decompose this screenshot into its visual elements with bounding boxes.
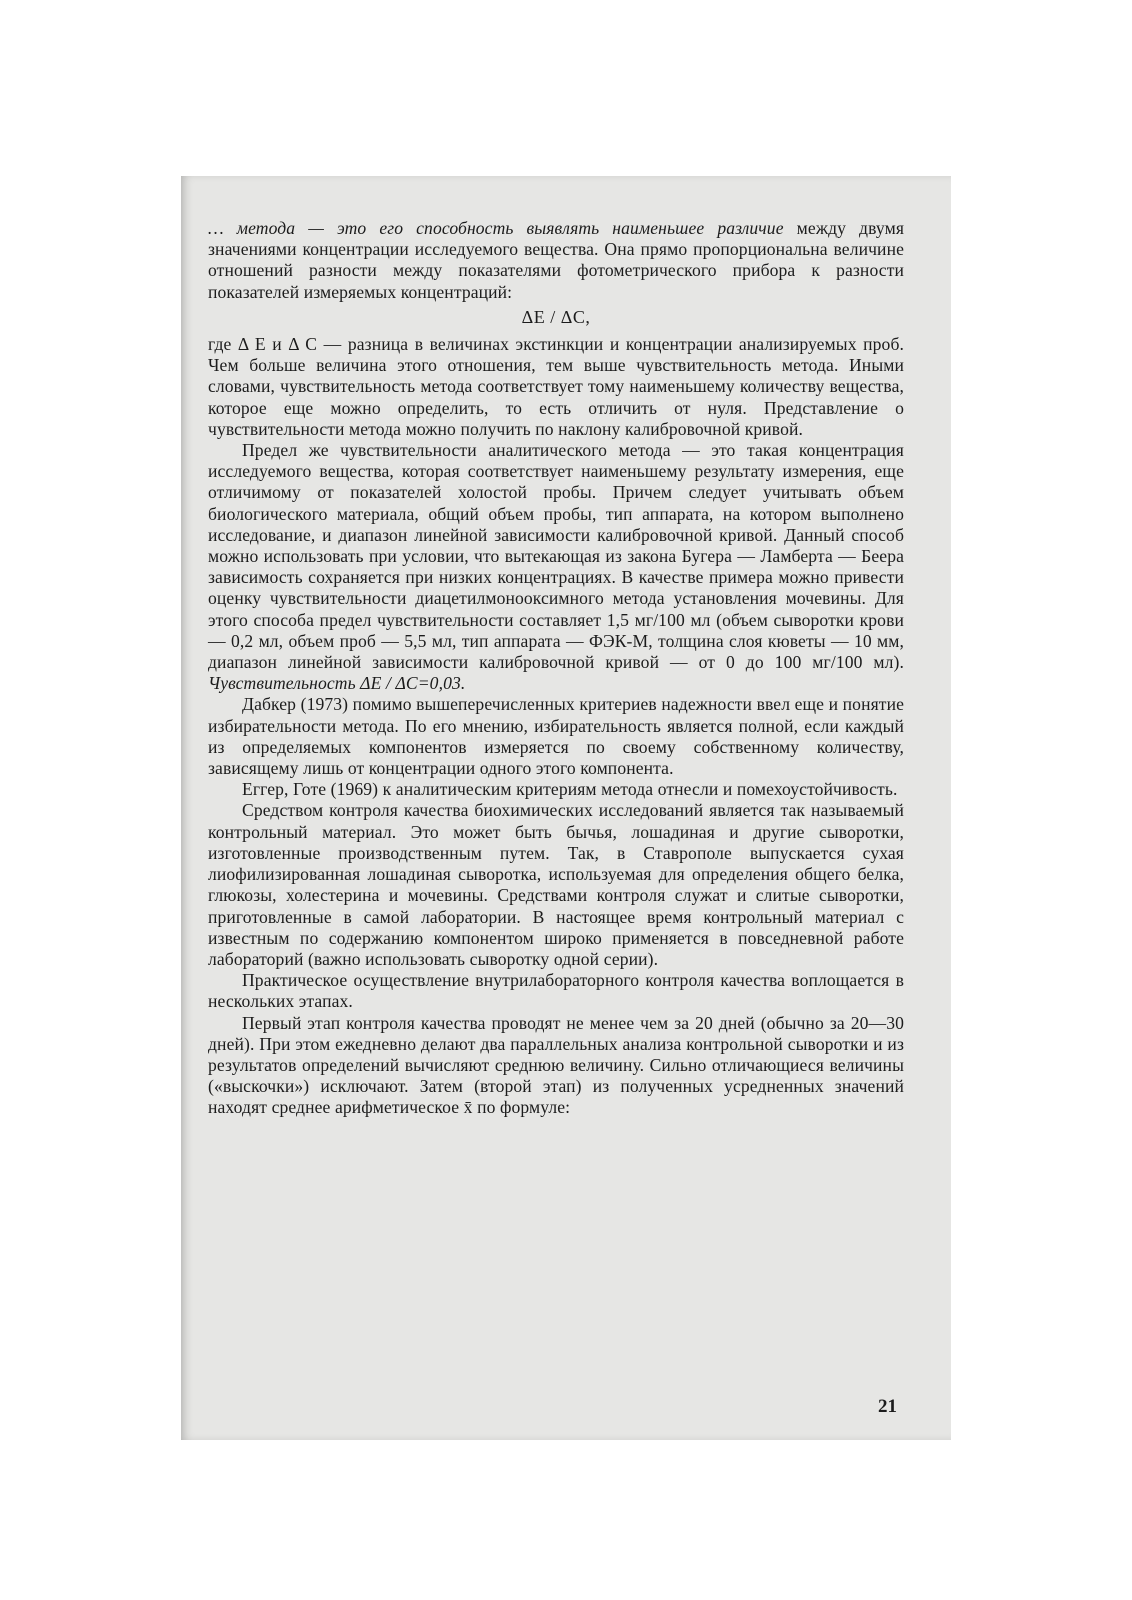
paragraph-sensitivity-limit — [208, 440, 904, 694]
formula-delta-e-delta-c: ΔE / ΔC, — [521, 306, 591, 327]
paragraph-explanation: где Δ E и Δ C — разница в величинах экстинкции и концентрации анализируемых проб. Чем больше величина этого отношения, тем выше чувствительность метода. Иными словами, чувствительность метода соответствует тому наименьшему количеству вещества, которое еще можно определить, то есть отличить от нуля. Представление о чувствительности метода можно получить по наклону калибровочной кривой. — [208, 334, 904, 439]
paragraph-practical: Практическое осуществление внутрилабораторного контроля качества воплощается в нескольких этапах. — [208, 970, 904, 1012]
paragraph-control-material: Средством контроля качества биохимических исследований является так называемый контрольный материал. Это может быть бычья, лошадиная и другие сыворотки, изготовленные производственным путем. Так, в Ставрополе выпускается сухая лиофилизированная лошадиная сыворотка, используемая для определения общего белка, глюкозы, холестерина и мочевины. Средствами контроля служат и слитые сыворотки, приготовленные в самой лаборатории. В настоящее время контрольный материал с известным по содержанию компонентом широко применяется в повседневной работе лабораторий (важно использовать сыворотку одной серии). — [208, 800, 904, 969]
page-number: 21 — [878, 1396, 897, 1417]
paragraph-lead-italic: … метода — это его способность выявлять наименьшее различие — [208, 218, 784, 238]
paragraph-first-stage: Первый этап контроля качества проводят не менее чем за 20 дней (обычно за 20—30 дней). При этом ежедневно делают два параллельных анализа контрольной сыворотки и из результатов определений вычисляют среднюю величину. Сильно отличающиеся величины («выскочки») исключают. Затем (второй этап) из полученных усредненных значений находят среднее арифметическое x̄ по формуле: — [208, 1012, 904, 1118]
paragraph-egger: Еггер, Готе (1969) к аналитическим критериям метода отнесли и помехоустойчивость. — [242, 779, 898, 800]
paragraph-text: Предел же чувствительности аналитического метода — это такая концентрация исследуемого вещества, которая соответствует наименьшему результату измерения, еще отличимому от показателей холостой пробы. Причем следует учитывать объем биологического материала, общий объем пробы, тип аппарата, на котором выполнено исследование, и диапазон линейной зависимости калибровочной кривой. Данный способ можно использовать при условии, что вытекающая из закона Бугера — Ламберта — Беера зависимость сохраняется при низких концентрациях. В качестве примера можно привести оценку чувствительности диацетилмонооксимного метода установления мочевины. Для этого способа предел чувствительности составляет 1,5 мг/100 мл (объем сыворотки крови — 0,2 мл, объем проб — 5,5 мл, тип аппарата — ФЭК-М, толщина слоя кюветы — 10 мм, диапазон линейной зависимости калибровочной кривой — от 0 до 100 мг/100 мл). — [208, 440, 904, 673]
paragraph-text: между двумя значениями концентрации исследуемого вещества. Она прямо пропорциональна величине отношений разности между показателями фотометрического прибора к разности показателей измеряемых концентраций: — [208, 218, 905, 302]
paragraph-definition — [208, 218, 904, 303]
paragraph-dabker: Дабкер (1973) помимо вышеперечисленных критериев надежности ввел еще и понятие избирательности метода. По его мнению, избирательность является полной, если каждый из определяемых компонентов измеряется по своему собственному количеству, зависящему лишь от концентрации одного этого компонента. — [208, 694, 904, 779]
body-text — [208, 218, 904, 1119]
paragraph-trail-italic: Чувствительность ΔE / ΔC=0,03. — [208, 673, 466, 694]
